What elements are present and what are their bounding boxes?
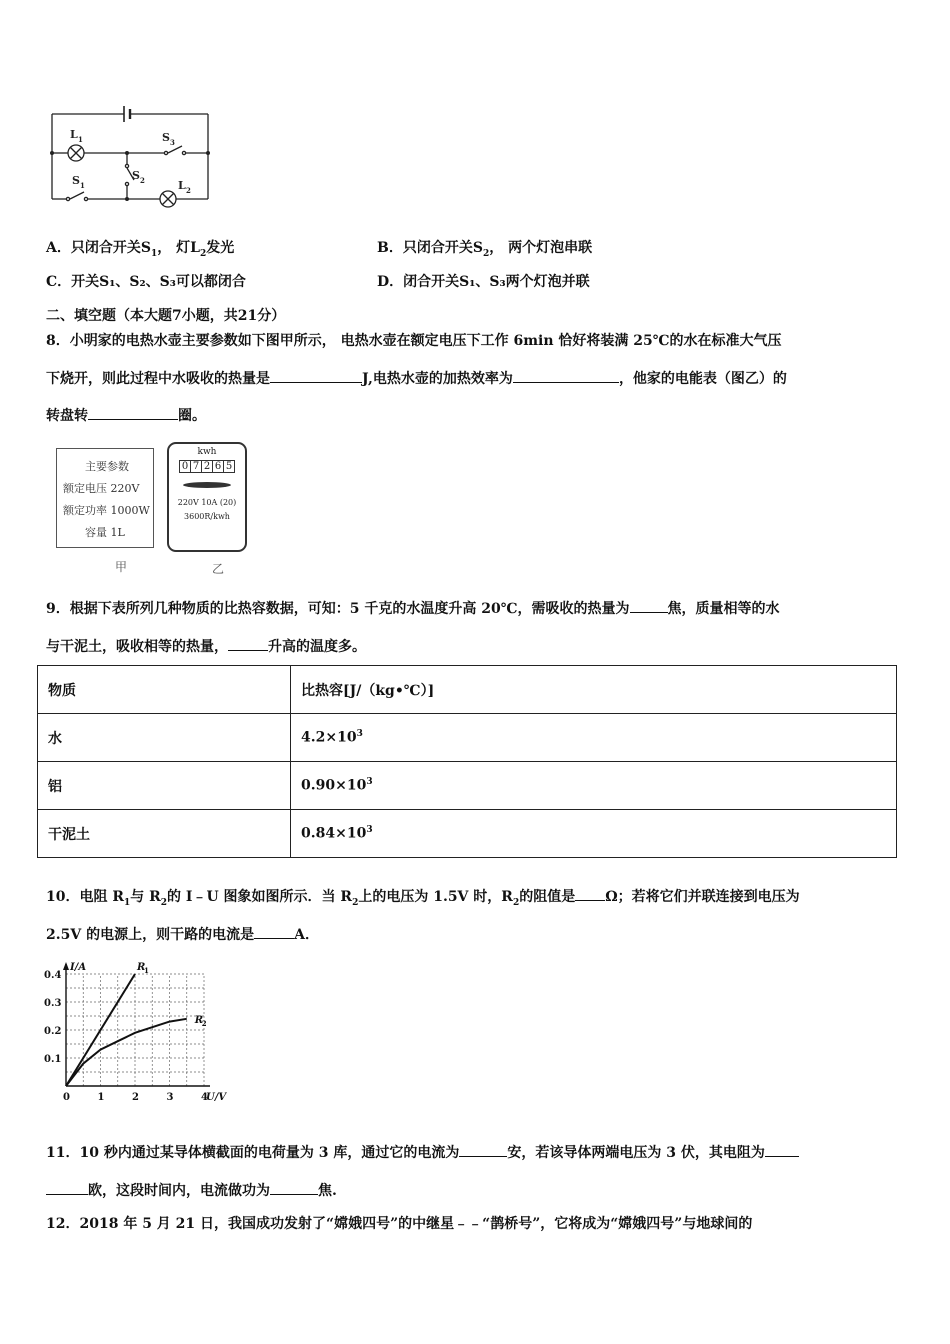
answer-blank[interactable] <box>270 368 362 383</box>
option-c: C．开关S₁、S₂、S₃可以都闭合 <box>46 274 246 290</box>
table-cell: 水 <box>38 714 291 762</box>
x-tick-label: 0 <box>63 1092 70 1103</box>
table-cell: $0.84\times 10^3$ <box>291 810 897 858</box>
label-jia: 甲 <box>115 560 128 574</box>
x-axis-label: U/V <box>206 1092 227 1103</box>
answer-blank[interactable] <box>575 886 605 901</box>
x-tick-label: 3 <box>166 1092 174 1103</box>
svg-text:2: 2 <box>186 186 191 195</box>
meter-rating: 220V 10A (20) <box>177 498 237 507</box>
circuit-diagram <box>44 100 219 212</box>
answer-blank[interactable] <box>228 636 268 651</box>
x-tick-label: 2 <box>132 1092 139 1103</box>
series-line-r2 <box>66 1019 187 1086</box>
section-heading: 二、填空题（本大题7小题，共21分） <box>46 308 286 324</box>
table-cell: 铝 <box>38 762 291 810</box>
answer-blank[interactable] <box>270 1180 318 1195</box>
q9-line1: 9．根据下表所列几种物质的比热容数据，可知：5 千克的水温度升高 20℃，需吸收的热量为 焦，质量相等的水 <box>46 598 780 618</box>
table-header-row <box>38 666 897 714</box>
y-tick-label: 0.4 <box>44 970 62 981</box>
answer-blank[interactable] <box>513 368 619 383</box>
answer-blank[interactable] <box>459 1142 507 1157</box>
y-tick-label: 0.2 <box>44 1026 62 1037</box>
q11-line1: 11．10 秒内通过某导体横截面的电荷量为 3 库，通过它的电流为 安，若该导体两端电压为 3 伏，其电阻为 <box>46 1142 799 1162</box>
circuit-label-L2: L <box>178 179 186 192</box>
y-tick-label: 0.3 <box>44 998 62 1009</box>
meter-digits: 0 7 2 6 5 <box>169 460 245 473</box>
param-voltage: 额定电压 220V <box>63 482 140 495</box>
electric-meter <box>167 442 247 552</box>
answer-blank[interactable] <box>765 1142 799 1157</box>
x-tick-label: 4 <box>201 1092 208 1103</box>
meter-disc <box>183 482 231 488</box>
meter-revolutions: 3600R/kwh <box>184 512 230 521</box>
table-header-cell: 物质 <box>38 666 291 714</box>
label-yi: 乙 <box>212 562 225 576</box>
table-cell: $4.2\times 10^3$ <box>291 714 897 762</box>
table-cell: $0.90\times 10^3$ <box>291 762 897 810</box>
q8-line2: 下烧开，则此过程中水吸收的热量是 J,电热水壶的加热效率为 ，他家的电能表（图乙）的 <box>46 368 787 388</box>
circuit-label-S3: S <box>162 131 170 144</box>
param-capacity: 容量 1L <box>85 526 125 539</box>
option-a: A．只闭合开关$S_1$， 灯$L_2$发光 <box>46 240 235 259</box>
x-tick-label: 1 <box>97 1092 105 1103</box>
specific-heat-table <box>37 665 897 858</box>
q10-line2: 2.5V 的电源上，则干路的电流是 A． <box>46 924 319 944</box>
series-label-r2: R <box>194 1014 204 1026</box>
series-label-sub: 1 <box>144 966 149 975</box>
option-b: B．只闭合开关$S_2$， 两个灯泡串联 <box>377 240 593 259</box>
q10-line1: 10．电阻 $R_1$与 $R_2$的 I﹣U 图象如图所示．当 $R_2$上的电压为 1.5V 时，$R_2$的阻值是 Ω；若将它们并联连接到电压为 <box>46 886 800 908</box>
table-header-cell: 比热容[J/（kg•℃）] <box>291 666 897 714</box>
kettle-params-plate <box>56 448 154 548</box>
iu-chart <box>40 950 227 1108</box>
series-label-sub: 2 <box>201 1018 207 1028</box>
table-row <box>38 810 897 858</box>
q11-line2: 欧，这段时间内，电流做功为 焦. <box>46 1180 337 1200</box>
option-d: D．闭合开关S₁、S₃两个灯泡并联 <box>377 274 590 290</box>
answer-blank[interactable] <box>630 598 668 613</box>
table-row <box>38 714 897 762</box>
q8-line3: 转盘转 圈。 <box>46 405 206 425</box>
y-tick-label: 0.1 <box>44 1054 62 1065</box>
params-title: 主要参数 <box>85 460 129 473</box>
meter-unit: kwh <box>197 447 217 457</box>
circuit-label-L1: L <box>70 128 78 141</box>
y-axis-arrow <box>63 962 69 970</box>
q12-line1: 12．2018 年 5 月 21 日，我国成功发射了“嫦娥四号”的中继星﹣﹣“鹊桥号”，它将成为“嫦娥四号”与地球间的 <box>46 1216 753 1232</box>
svg-text:1: 1 <box>78 135 83 144</box>
q8-line1: 8．小明家的电热水壶主要参数如下图甲所示， 电热水壶在额定电压下工作 6min 恰好将装满 25℃的水在标准大气压 <box>46 333 782 349</box>
svg-text:3: 3 <box>170 138 175 147</box>
answer-blank[interactable] <box>254 924 294 939</box>
y-axis-label: I/A <box>70 962 87 973</box>
circuit-label-S2: S <box>132 169 140 182</box>
answer-blank[interactable] <box>46 1180 88 1195</box>
param-power: 额定功率 1000W <box>63 504 150 517</box>
q9-line2: 与干泥土，吸收相等的热量， 升高的温度多。 <box>46 636 366 656</box>
table-cell: 干泥土 <box>38 810 291 858</box>
svg-text:2: 2 <box>140 176 145 185</box>
svg-text:1: 1 <box>80 181 85 190</box>
table-row <box>38 762 897 810</box>
circuit-label-S1: S <box>72 174 80 187</box>
series-label-r1: R <box>137 962 146 973</box>
answer-blank[interactable] <box>88 405 178 420</box>
